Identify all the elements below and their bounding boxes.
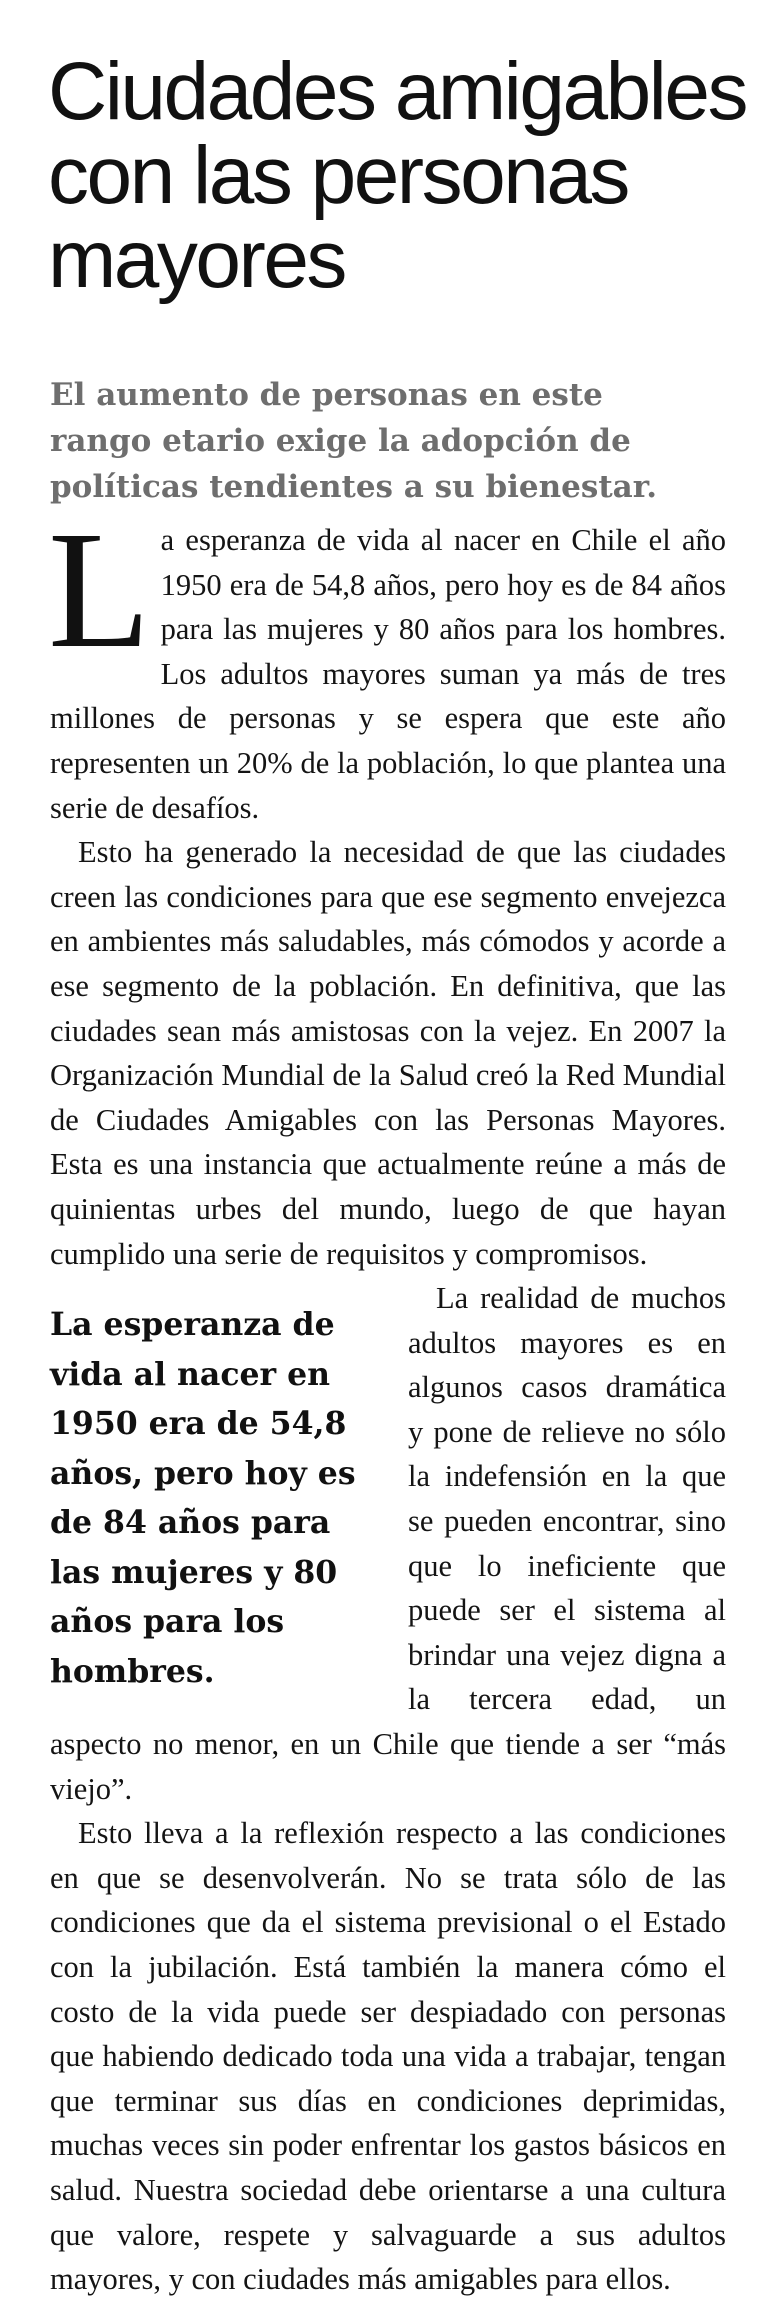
paragraph-1-text: a esperanza de vida al nacer en Chile el año 1950 era de 54,8 años, pero hoy es de 84 años para las mujeres y 80 años para los hombres. Los adultos mayores suman ya más de tres millones de personas y se espera que este año representen un 20% de la población, lo que plantea una serie de desafíos.	[50, 523, 726, 825]
paragraph-3: La realidad de muchos adultos mayores es en algunos casos dramática y pone de relieve no sólo la indefensión en la que se pueden encontrar, sino que lo ineficiente que puede ser el sistema al brindar una vejez digna a la tercera edad, un aspecto no menor, en un Chile que tiende a ser “más viejo”.	[50, 1281, 726, 1806]
article-body	[48, 497, 726, 2302]
article-headline: Ciudades amigables con las personas mayores	[48, 46, 747, 305]
article-deck: El aumento de personas en este rango etario exige la adopción de políticas tendientes a su bienestar.	[50, 377, 658, 505]
paragraph-1	[48, 497, 726, 830]
paragraph-2: Esto ha generado la necesidad de que las ciudades creen las condiciones para que ese segmento envejezca en ambientes más saludables, más cómodos y acorde a ese segmento de la población. En definitiva, que las ciudades sean más amistosas con la vejez. En 2007 la Organización Mundial de la Salud creó la Red Mundial de Ciudades Amigables con las Personas Mayores. Esta es una instancia que actualmente reúne a más de quinientas urbes del mundo, luego de que hayan cumplido una serie de requisitos y compromisos.	[50, 835, 726, 1271]
pull-quote: La esperanza de vida al nacer en 1950 era de 54,8 años, pero hoy es de 84 años para las mujeres y 80 años para los hombres.	[50, 1306, 356, 1690]
drop-cap: L	[48, 497, 151, 683]
paragraph-4: Esto lleva a la reflexión respecto a las condiciones en que se desenvolverán. No se trata sólo de las condiciones que da el sistema previsional o el Estado con la jubilación. Está también la manera cómo el costo de la vida puede ser despiadado con personas que habiendo dedicado toda una vida a trabajar, tengan que terminar sus días en condiciones deprimidas, muchas veces sin poder enfrentar los gastos básicos en salud. Nuestra sociedad debe orientarse a una cultura que valore, respete y salvaguarde a sus adultos mayores, y con ciudades más amigables para ellos.	[50, 1816, 726, 2297]
